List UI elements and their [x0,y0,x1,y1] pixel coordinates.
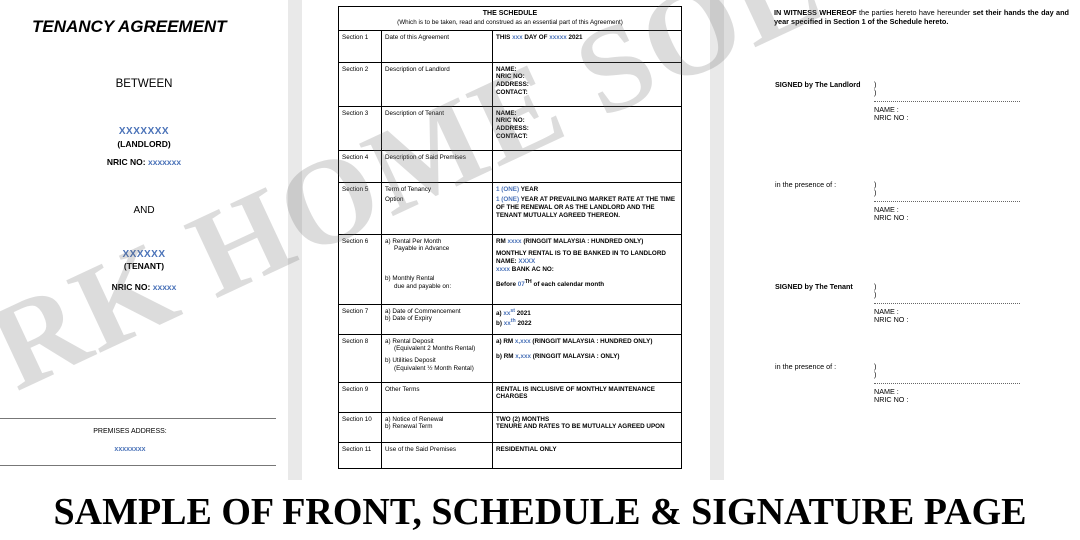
placeholder: xx [503,309,511,317]
premises-label: PREMISES ADDRESS: [93,428,167,435]
text: set their hands the day and year specified in [774,8,1070,27]
placeholder: x,xxx [515,353,532,361]
text: st [510,307,516,314]
text: THIS [496,33,511,41]
paren: ) [874,88,877,97]
signed-tenant-label: SIGNED by The Tenant [775,282,853,291]
text: b) Monthly Rental [385,275,435,283]
tenant-nric-label: NRIC NO: [111,282,151,292]
witness-landlord-label: in the presence of : [775,180,837,189]
placeholder: x,xxx [514,337,531,345]
signature-line [874,101,1020,102]
table-row [339,182,682,234]
text: Option [385,196,404,204]
section-value: RENTAL IS INCLUSIVE OF MONTHLY MAINTENANCE CHARGES [493,382,682,412]
text: (RINGGIT MALAYSIA : ONLY) [532,353,620,361]
tenant-name: XXXXXX [122,249,166,260]
text: YEAR AT PREVAILING MARKET RATE AT THE TIME OF THE RENEWAL OR AS THE LANDLORD AND THE TENANT MUTUALLY AGREED THEREON. [496,196,676,220]
placeholder: xxxx [507,237,522,245]
placeholder: 07 [517,281,525,289]
text: 2022 [517,319,532,327]
placeholder: xxxxx [549,33,567,41]
text: MONTHLY RENTAL IS TO BE BANKED IN TO LANDLORD [496,250,666,258]
text: IN WITNESS WHEREOF [774,8,857,17]
section-value [493,334,682,382]
section-number: Section 4 [339,150,382,182]
paren: ) [874,80,877,89]
section-value [493,62,682,106]
signature-line [874,383,1020,384]
field-label: ADDRESS: [496,81,529,89]
text: of each calendar month [533,281,605,289]
landlord-name: XXXXXXX [118,126,170,137]
section-number: Section 2 [339,62,382,106]
text: RM [496,237,506,245]
text: (RINGGIT MALAYSIA : HUNDRED ONLY) [532,337,653,345]
section-value: RESIDENTIAL ONLY [493,442,682,468]
paren: ) [874,180,877,189]
schedule-subtitle: (Which is to be taken, read and construed as an essential part of this Agreement) [397,18,623,26]
landlord-nric-value: xxxxxxx [148,157,182,167]
section-description: Description of Said Premises [382,150,493,182]
text: (Equivalent 2 Months Rental) [394,345,476,353]
nric-label: NRIC NO : [874,315,909,324]
paren: ) [874,290,877,299]
section-description: Description of Landlord [382,62,493,106]
schedule-page [302,0,710,480]
table-row [339,30,682,62]
text: th [510,317,516,324]
placeholder: XXXX [518,258,536,266]
table-row [339,234,682,304]
section-number: Section 11 [339,442,382,468]
tenant-label: (TENANT) [123,261,165,271]
section-description: Description of Tenant [382,106,493,150]
text: a) Date of Commencement [385,307,461,315]
text: a) [496,337,502,345]
text: NAME: [496,258,517,266]
signature-line [874,303,1020,304]
section-value [493,412,682,442]
name-label: NAME : [874,205,899,214]
signed-landlord-label: SIGNED by The Landlord [775,80,861,89]
name-label: NAME : [874,387,899,396]
text: 2021 [516,309,531,317]
nric-label: NRIC NO : [874,213,909,222]
text: a) Notice of Renewal [385,415,444,423]
paren: ) [874,282,877,291]
name-label: NAME : [874,105,899,114]
landlord-label: (LANDLORD) [117,139,171,149]
placeholder: xx [503,319,511,327]
table-row [339,334,682,382]
text: Before [496,281,516,289]
table-row [339,304,682,334]
name-label: NAME : [874,307,899,316]
text: YEAR [520,185,539,193]
field-label: CONTACT: [496,133,528,141]
premises-value: xxxxxxxx [114,446,146,453]
text: b) [496,319,502,327]
front-page [0,0,288,480]
section-number: Section 8 [339,334,382,382]
text: RM [503,337,514,345]
table-row [339,150,682,182]
schedule-table [338,6,682,469]
text: Section 1 of the Schedule hereto. [833,17,949,27]
and-label: AND [133,205,155,216]
text: (RINGGIT MALAYSIA : HUNDRED ONLY) [523,237,644,245]
text: TH [524,279,532,286]
text: TENURE AND RATES TO BE MUTUALLY AGREED UPON [496,423,665,431]
witness-clause [774,8,1069,26]
option-value: 1 (ONE) [496,196,520,204]
field-label: NAME: [496,65,517,73]
field-label: NRIC NO: [496,73,525,81]
text: a) [496,309,502,317]
field-label: ADDRESS: [496,125,529,133]
section-description [382,234,493,304]
nric-label: NRIC NO : [874,113,909,122]
section-number: Section 3 [339,106,382,150]
table-row [339,382,682,412]
landlord-nric-label: NRIC NO: [106,157,146,167]
section-number: Section 9 [339,382,382,412]
section-number: Section 6 [339,234,382,304]
placeholder: xxxx [496,266,511,274]
section-description [382,412,493,442]
signature-line [874,201,1020,202]
tenant-nric [0,282,288,292]
table-row [339,442,682,468]
field-label: CONTACT: [496,89,528,97]
text: DAY OF [524,33,548,41]
section-number: Section 1 [339,30,382,62]
section-description [382,304,493,334]
section-value [493,106,682,150]
text: RM [503,353,514,361]
section-value [493,150,682,182]
section-value [493,234,682,304]
premises-bottom-rule [0,465,276,466]
page-gap [288,0,302,480]
section-value [493,182,682,234]
paren: ) [874,188,877,197]
text: b) Date of Expiry [385,315,432,323]
landlord-nric [0,157,288,167]
nric-label: NRIC NO : [874,395,909,404]
table-row [339,106,682,150]
tenant-nric-value: xxxxx [152,282,177,292]
placeholder: xxx [512,33,523,41]
section-description: Date of this Agreement [382,30,493,62]
table-row [339,412,682,442]
witness-tenant-label: in the presence of : [775,362,837,371]
text: a) Rental Deposit [385,337,434,345]
schedule-header-row [339,7,682,31]
text: (Equivalent ½ Month Rental) [394,365,474,373]
premises-top-rule [0,418,276,419]
schedule-header [339,7,682,31]
field-label: NAME: [496,109,517,117]
term-value: 1 (ONE) [496,185,520,193]
text: b) Utilities Deposit [385,357,436,365]
field-label: NRIC NO: [496,117,525,125]
caption-banner: SAMPLE OF FRONT, SCHEDULE & SIGNATURE PAGE [0,484,1080,540]
text: BANK AC NO: [511,266,554,274]
watermark-text: RK HOME [0,34,585,417]
section-value [493,30,682,62]
section-description [382,334,493,382]
table-row [339,62,682,106]
text: a) Rental Per Month [385,237,442,245]
page-gap [710,0,724,480]
signature-page [724,0,1080,480]
paren: ) [874,370,877,379]
agreement-title: TENANCY AGREEMENT [32,17,227,36]
text: the parties hereto have hereunder [859,8,971,17]
text: Payable in Advance [394,245,450,253]
text: due and payable on: [394,283,452,291]
text: b) Renewal Term [385,423,433,431]
between-label: BETWEEN [115,78,173,90]
section-number: Section 5 [339,182,382,234]
section-description: Other Terms [382,382,493,412]
section-number: Section 7 [339,304,382,334]
section-description [382,182,493,234]
section-value [493,304,682,334]
schedule-title: THE SCHEDULE [482,10,538,17]
text: TWO (2) MONTHS [496,415,550,423]
text: b) [496,353,502,361]
paren: ) [874,362,877,371]
section-description: Use of the Said Premises [382,442,493,468]
section-number: Section 10 [339,412,382,442]
text: 2021 [568,33,583,41]
text: Term of Tenancy [385,185,432,193]
